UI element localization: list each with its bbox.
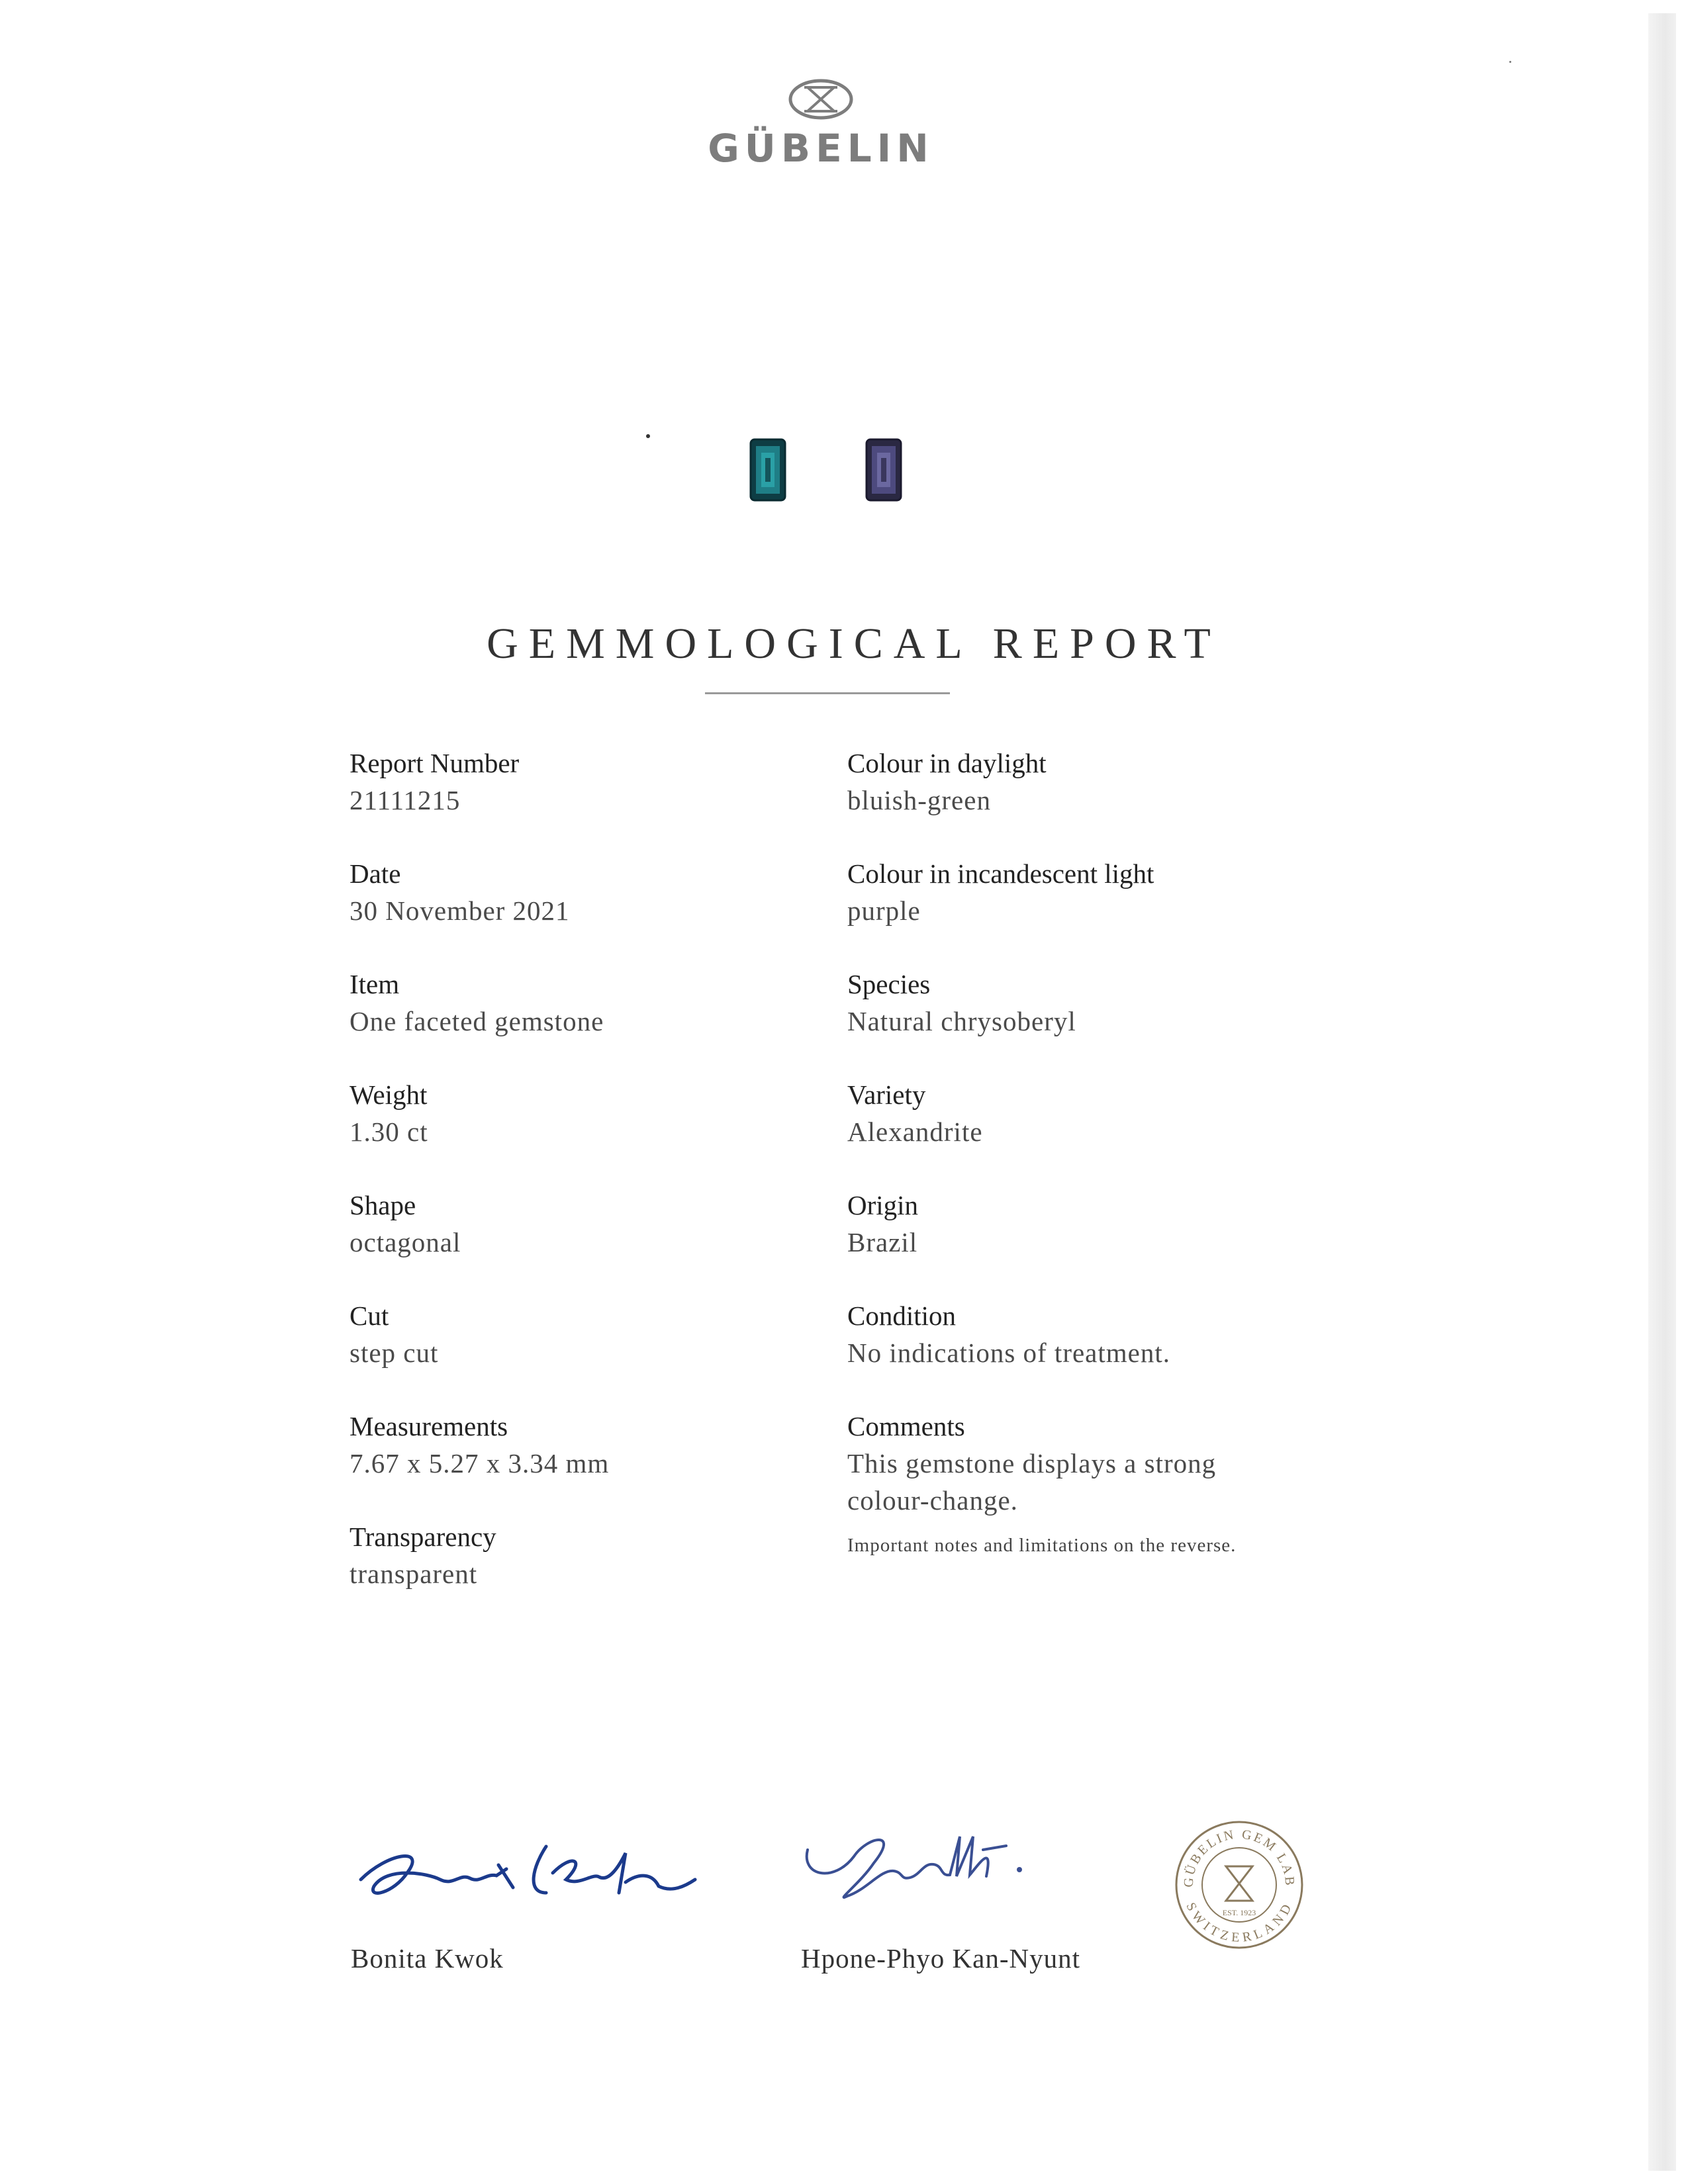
- field-colour-daylight: [847, 745, 1364, 855]
- field-value: 7.67 x 5.27 x 3.34 mm: [350, 1448, 610, 1479]
- field-value: step cut: [350, 1338, 439, 1368]
- field-label: Origin: [847, 1190, 919, 1220]
- report-title: GEMMOLOGICAL REPORT: [487, 619, 1221, 668]
- field-origin: [847, 1187, 1364, 1297]
- hourglass-emblem-icon: [788, 78, 854, 120]
- field-cut: [350, 1297, 773, 1408]
- field-item: [350, 966, 773, 1076]
- field-label: Measurements: [350, 1411, 508, 1441]
- field-value: transparent: [350, 1559, 478, 1589]
- field-label: Colour in daylight: [847, 748, 1047, 778]
- field-measurements: [350, 1408, 773, 1518]
- field-value: Natural chrysoberyl: [847, 1006, 1076, 1036]
- signature-hpone-phyo: [794, 1817, 1072, 1909]
- field-label: Species: [847, 969, 931, 999]
- field-label: Shape: [350, 1190, 416, 1220]
- field-value: Alexandrite: [847, 1116, 983, 1147]
- limitations-note: Important notes and limitations on the reverse.: [847, 1535, 1237, 1556]
- field-value: octagonal: [350, 1227, 461, 1257]
- field-value: bluish-green: [847, 785, 991, 815]
- field-label: Cut: [350, 1300, 389, 1331]
- field-value: Brazil: [847, 1227, 918, 1257]
- field-label: Comments: [847, 1411, 965, 1441]
- right-details-column: [847, 745, 1364, 1557]
- field-weight: [350, 1076, 773, 1187]
- field-value: 1.30 ct: [350, 1116, 428, 1147]
- scan-speck: [646, 434, 650, 438]
- left-details-column: [350, 745, 773, 1629]
- field-label: Transparency: [350, 1522, 496, 1552]
- field-value: One faceted gemstone: [350, 1006, 604, 1036]
- field-comments: [847, 1408, 1364, 1557]
- field-label: Item: [350, 969, 400, 999]
- title-divider: [705, 692, 950, 694]
- comments-line-1: This gemstone displays a strong: [847, 1448, 1217, 1479]
- comments-line-2: colour-change.: [847, 1485, 1018, 1516]
- field-label: Variety: [847, 1079, 926, 1110]
- field-report-number: [350, 745, 773, 855]
- svg-text:GÜBELIN GEM LAB: GÜBELIN GEM LAB: [1181, 1827, 1297, 1888]
- field-transparency: [350, 1518, 773, 1629]
- field-label: Date: [350, 858, 401, 889]
- field-variety: [847, 1076, 1364, 1187]
- field-species: [847, 966, 1364, 1076]
- field-label: Colour in incandescent light: [847, 858, 1154, 889]
- seal-established: EST. 1923: [1222, 1908, 1256, 1917]
- field-value: purple: [847, 895, 921, 926]
- gem-daylight-image: [749, 438, 786, 502]
- field-value: No indications of treatment.: [847, 1338, 1170, 1368]
- field-condition: [847, 1297, 1364, 1408]
- scan-speck: [1509, 61, 1511, 63]
- signer-name-1: Bonita Kwok: [351, 1943, 504, 1974]
- field-label: Report Number: [350, 748, 520, 778]
- brand-logo: [688, 78, 953, 177]
- scan-edge-shadow: [1648, 13, 1676, 2171]
- signature-bonita-kwok: [348, 1827, 705, 1919]
- signer-name-2: Hpone-Phyo Kan-Nyunt: [801, 1943, 1080, 1974]
- field-value: 21111215: [350, 785, 461, 815]
- field-date: [350, 855, 773, 966]
- field-label: Condition: [847, 1300, 957, 1331]
- field-label: Weight: [350, 1079, 428, 1110]
- svg-text:SWITZERLAND: SWITZERLAND: [1183, 1900, 1295, 1945]
- field-value: 30 November 2021: [350, 895, 570, 926]
- gem-lab-seal: [1173, 1819, 1305, 1951]
- field-colour-incandescent: [847, 855, 1364, 966]
- gem-incandescent-image: [865, 438, 902, 502]
- field-shape: [350, 1187, 773, 1297]
- brand-name: GÜBELIN: [708, 126, 934, 171]
